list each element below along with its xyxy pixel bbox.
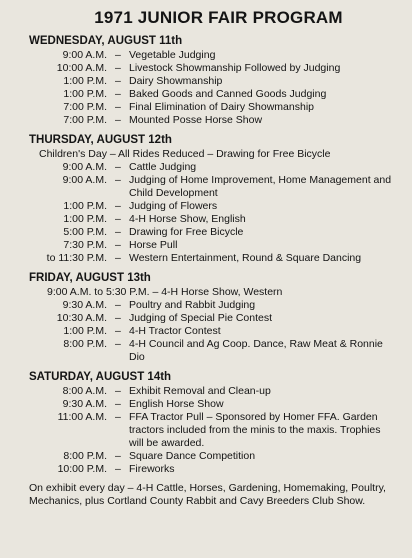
event-dash: –: [115, 88, 121, 100]
event-description: Poultry and Rabbit Judging: [129, 299, 256, 311]
event-dash: –: [115, 338, 121, 350]
event-row: [29, 325, 404, 338]
day-header: SATURDAY, AUGUST 14th: [29, 371, 172, 383]
event-row: [29, 88, 404, 101]
event-description: Fireworks: [129, 463, 175, 475]
program-title: 1971 JUNIOR FAIR PROGRAM: [94, 8, 343, 27]
event-row: [29, 252, 404, 265]
event-dash: –: [115, 213, 121, 225]
event-time: 1:00 P.M.: [63, 75, 107, 87]
event-time: 9:00 A.M.: [62, 49, 107, 61]
event-dash: –: [115, 75, 121, 87]
event-dash: –: [115, 411, 121, 423]
schedule: [29, 34, 404, 476]
event-row: [29, 312, 404, 325]
event-dash: –: [115, 200, 121, 212]
event-time: 1:00 P.M.: [63, 88, 107, 100]
event-row: [29, 161, 404, 174]
event-row: [29, 49, 404, 62]
event-time: 9:30 A.M.: [62, 299, 107, 311]
event-row: [29, 299, 404, 312]
event-dash: –: [115, 450, 121, 462]
event-row: [29, 398, 404, 411]
event-row: [29, 226, 404, 239]
event-description: Drawing for Free Bicycle: [129, 226, 244, 238]
event-dash: –: [115, 299, 121, 311]
event-row: [29, 62, 404, 75]
event-description: Cattle Judging: [129, 161, 197, 173]
event-row: [29, 450, 404, 463]
event-description: 4-H Council and Ag Coop. Dance, Raw Meat & Ronnie Dio: [129, 338, 383, 363]
event-time: 9:00 A.M.: [62, 161, 107, 173]
day-section: [29, 133, 404, 265]
event-description: 4-H Horse Show, English: [129, 213, 246, 225]
event-description: Final Elimination of Dairy Showmanship: [129, 101, 314, 113]
event-description: FFA Tractor Pull – Sponsored by Homer FFA. Garden tractors included from the minis to the maxis. Trophies will be awarded.: [129, 411, 381, 449]
event-description: Mounted Posse Horse Show: [129, 114, 263, 126]
event-row: [29, 75, 404, 88]
event-time: 1:00 P.M.: [63, 213, 107, 225]
event-time: 8:00 P.M.: [63, 450, 107, 462]
event-row: [29, 338, 404, 364]
event-dash: –: [115, 114, 121, 126]
event-row: [29, 213, 404, 226]
event-description: Western Entertainment, Round & Square Dancing: [129, 252, 362, 264]
event-dash: –: [115, 312, 121, 324]
event-row: [29, 200, 404, 213]
event-time: 7:00 P.M.: [63, 114, 107, 126]
event-description: Judging of Flowers: [129, 200, 218, 212]
event-time: 8:00 P.M.: [63, 338, 107, 350]
event-description: Dairy Showmanship: [129, 75, 223, 87]
event-dash: –: [115, 161, 121, 173]
day-section: [29, 370, 404, 476]
event-time: 5:00 P.M.: [63, 226, 107, 238]
event-description: Horse Pull: [129, 239, 178, 251]
day-section: [29, 271, 404, 364]
event-time: 9:00 A.M.: [62, 174, 107, 186]
event-description: Livestock Showmanship Followed by Judging: [129, 62, 341, 74]
event-dash: –: [115, 239, 121, 251]
event-row: [29, 286, 404, 299]
event-row: [29, 239, 404, 252]
event-description: 4-H Tractor Contest: [129, 325, 221, 337]
event-row: [29, 463, 404, 476]
event-time: 10:00 P.M.: [57, 463, 107, 475]
event-time: 1:00 P.M.: [63, 325, 107, 337]
event-dash: –: [115, 174, 121, 186]
event-row: [29, 101, 404, 114]
event-time: 11:00 A.M.: [57, 411, 107, 423]
exhibit-note: On exhibit every day – 4-H Cattle, Horses, Gardening, Homemaking, Poultry, Mechanics, plus Cortland County Rabbit and Cavy Breeders Club Show.: [29, 482, 386, 507]
event-time: 10:00 A.M.: [56, 62, 107, 74]
event-time: 7:00 P.M.: [63, 101, 107, 113]
day-header: THURSDAY, AUGUST 12th: [29, 134, 172, 146]
event-description: Exhibit Removal and Clean-up: [129, 385, 271, 397]
day-section: [29, 34, 404, 127]
event-description: Vegetable Judging: [129, 49, 216, 61]
event-row: [29, 114, 404, 127]
event-dash: –: [115, 385, 121, 397]
event-row: [29, 385, 404, 398]
day-note: Children's Day – All Rides Reduced – Drawing for Free Bicycle: [39, 148, 331, 160]
event-dash: –: [115, 62, 121, 74]
day-header: WEDNESDAY, AUGUST 11th: [29, 35, 183, 47]
event-dash: –: [115, 252, 121, 264]
event-description: Judging of Home Improvement, Home Management and Child Development: [129, 174, 392, 199]
event-dash: –: [115, 49, 121, 61]
day-header: FRIDAY, AUGUST 13th: [29, 272, 151, 284]
event-time: 10:30 A.M.: [56, 312, 107, 324]
event-dash: –: [115, 101, 121, 113]
event-dash: –: [115, 398, 121, 410]
event-time: 1:00 P.M.: [63, 200, 107, 212]
event-row: [29, 174, 404, 200]
event-dash: –: [115, 226, 121, 238]
event-description: English Horse Show: [129, 398, 224, 410]
event-time: 9:30 A.M.: [62, 398, 107, 410]
event-time: 8:00 A.M.: [62, 385, 107, 397]
event-row: [29, 411, 404, 450]
event-time: 7:30 P.M.: [63, 239, 107, 251]
event-dash: –: [115, 325, 121, 337]
event-description: Baked Goods and Canned Goods Judging: [129, 88, 327, 100]
event-time: to 11:30 P.M.: [46, 252, 107, 264]
event-time: 9:00 A.M. to 5:30 P.M. – 4-H Horse Show, Western: [47, 286, 283, 298]
event-description: Judging of Special Pie Contest: [129, 312, 273, 324]
event-description: Square Dance Competition: [129, 450, 256, 462]
event-dash: –: [115, 463, 121, 475]
